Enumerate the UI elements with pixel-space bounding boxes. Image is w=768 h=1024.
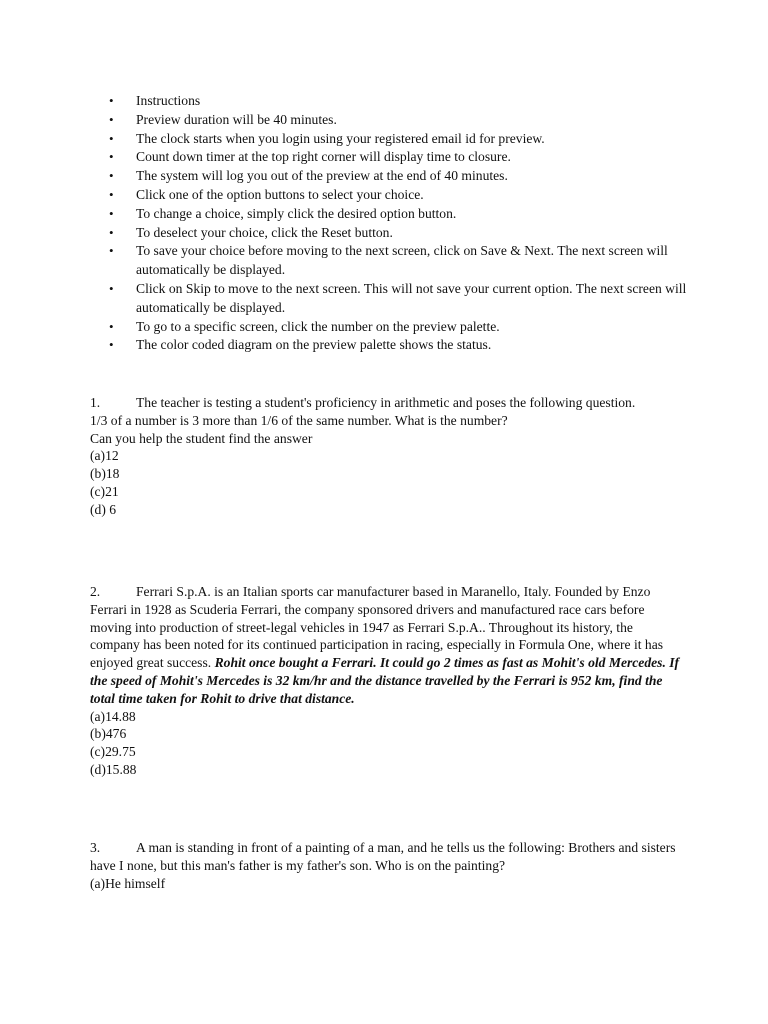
instructions-list: [90, 92, 736, 355]
instruction-item: • To change a choice, simply click the desired option button.: [136, 205, 736, 224]
instruction-item: • Click one of the option buttons to select your choice.: [136, 186, 736, 205]
instruction-item: • Click on Skip to move to the next screen. This will not save your current option. The next screen will automatically be displayed.: [136, 280, 736, 318]
question-2: [90, 583, 684, 779]
question-line: Can you help the student find the answer: [90, 430, 313, 446]
question-line: 1/3 of a number is 3 more than 1/6 of the same number. What is the number?: [90, 412, 508, 428]
instruction-item: • Count down timer at the top right corner will display time to closure.: [136, 148, 736, 167]
instruction-item: • To save your choice before moving to the next screen, click on Save & Next. The next screen will automatically be displayed.: [136, 242, 736, 280]
answer-option: (a)He himself: [90, 875, 166, 891]
answer-option: (b)476: [90, 726, 127, 742]
question-text: A man is standing in front of a painting of a man, and he tells us the following: Brothers and sisters have I none, but this man's father is my father's son. Who is on the painting?: [90, 840, 676, 873]
question-3-stem: [90, 839, 684, 875]
question-number: 1.: [90, 395, 101, 410]
instruction-item: • To go to a specific screen, click the number on the preview palette.: [136, 318, 736, 337]
question-number: 3.: [90, 840, 101, 855]
answer-option: (a)14.88: [90, 708, 136, 724]
instruction-item: • To deselect your choice, click the Reset button.: [136, 224, 736, 243]
question-emphasis: Rohit once bought a Ferrari. It could go 2 times as fast as Mohit's old Mercedes. If the speed of Mohit's Mercedes is 32 km/hr and the distance travelled by the Ferrari is 952 km, find the total time taken for Rohit to drive that distance.: [90, 655, 680, 706]
instruction-item: • The clock starts when you login using your registered email id for preview.: [136, 130, 736, 149]
instruction-item: • The system will log you out of the preview at the end of 40 minutes.: [136, 167, 736, 186]
answer-option: (a)12: [90, 448, 119, 464]
instruction-item: • Preview duration will be 40 minutes.: [136, 111, 736, 130]
question-1-stem: [90, 394, 684, 412]
question-3: [90, 839, 684, 892]
instruction-item: • The color coded diagram on the preview palette shows the status.: [136, 336, 736, 355]
question-text: Ferrari S.p.A. is an Italian sports car manufacturer based in Maranello, Italy. Founded by Enzo Ferrari in 1928 as Scuderia Ferrari, the company sponsored drivers and manufactured race cars before moving into production of street-legal vehicles in 1947 as Ferrari S.p.A.. Throughout its history, the company has been noted for its continued participation in racing, especially in Formula One, where it has enjoyed great success.: [90, 584, 664, 671]
question-2-stem: [90, 583, 684, 708]
question-number: 2.: [90, 584, 101, 599]
question-1: [90, 394, 684, 519]
answer-option: (d) 6: [90, 501, 117, 517]
answer-option: (d)15.88: [90, 761, 137, 777]
answer-option: (b)18: [90, 466, 120, 482]
answer-option: (c)21: [90, 483, 119, 499]
answer-option: (c)29.75: [90, 744, 136, 760]
instruction-item: • Instructions: [136, 92, 736, 111]
question-text: The teacher is testing a student's proficiency in arithmetic and poses the following question.: [136, 395, 636, 410]
